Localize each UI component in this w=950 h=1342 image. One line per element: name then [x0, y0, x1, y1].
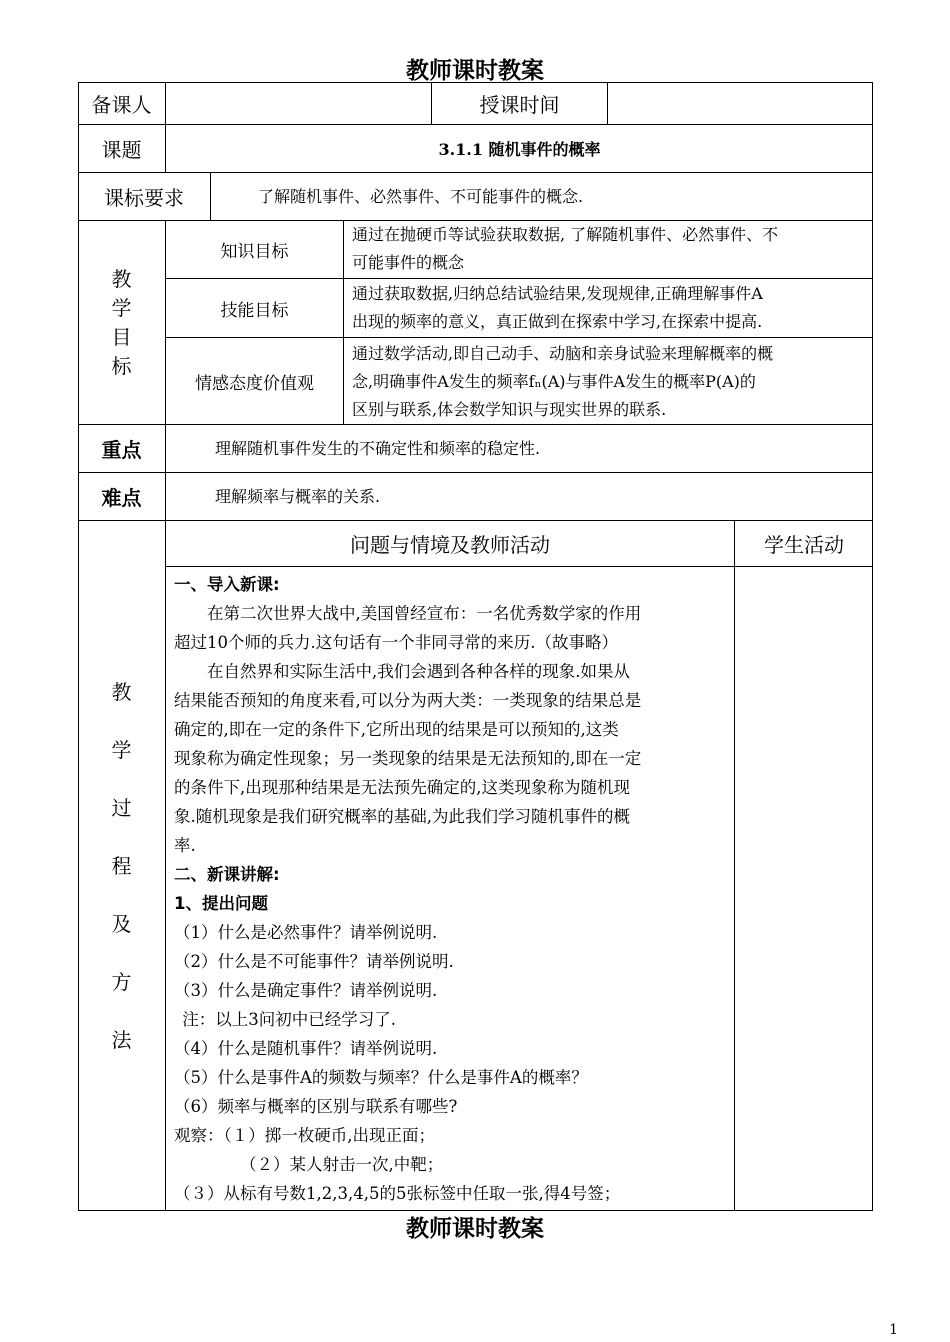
teacher-activity-header: 问题与情境及教师活动 [350, 532, 550, 557]
standard-label: 课标要求 [104, 186, 184, 210]
knowledge-goal-text: 通过在抛硬币等试验获取数据, 了解随机事件、必然事件、不 可能事件的概念 [352, 225, 779, 272]
process-line: （３）从标有号数1,2,3,4,5的5张标签中任取一张,得4号签； [174, 1184, 621, 1203]
process-line: 1、提出问题 [174, 894, 268, 913]
objectives-label: 教 学 目 标 [111, 266, 132, 378]
process-line: 现象称为确定性现象；另一类现象的结果是无法预知的,即在一定 [174, 749, 642, 768]
emotion-goal-text: 通过数学活动,即自己动手、动脑和亲身试验来理解概率的概 念,明确事件A发生的频率fₙ(A)与事件A发生的概率P(A)的 区别与联系,体会数学知识与现实世界的联系. [352, 343, 774, 419]
difficulty-value: 理解频率与概率的关系. [215, 486, 381, 506]
process-line: 超过10个师的兵力.这句话有一个非同寻常的来历.（故事略） [174, 633, 618, 652]
emotion-goal-label: 情感态度价值观 [195, 374, 314, 394]
time-label: 授课时间 [479, 93, 560, 117]
process-line: 在自然界和实际生活中,我们会遇到各种各样的现象.如果从 [207, 662, 630, 681]
preparer-value [166, 82, 431, 125]
preparer-label: 备课人 [91, 93, 152, 117]
process-line: 观察：（１）掷一枚硬币,出现正面； [174, 1126, 435, 1145]
topic-value: 3.1.1 随机事件的概率 [438, 140, 601, 159]
topic-label: 课题 [101, 138, 142, 162]
process-label: 教 学 过 程 及 方 法 [111, 679, 132, 1052]
next-page-title: 教师课时教案 [406, 1216, 544, 1242]
page-number: 1 [889, 1322, 898, 1338]
process-line: 结果能否预知的角度来看,可以分为两大类：一类现象的结果总是 [174, 691, 642, 710]
process-line: 的条件下,出现那种结果是无法预先确定的,这类现象称为随机现 [174, 778, 630, 797]
process-line: 象.随机现象是我们研究概率的基础,为此我们学习随机事件的概 [174, 807, 630, 826]
process-line: 注：以上3问初中已经学习了. [182, 1010, 396, 1029]
process-line: （1）什么是必然事件？请举例说明. [174, 923, 438, 942]
process-line: 确定的,即在一定的条件下,它所出现的结果是可以预知的,这类 [174, 720, 619, 739]
process-line: （6）频率与概率的区别与联系有哪些? [174, 1097, 458, 1116]
process-line: （4）什么是随机事件？请举例说明. [174, 1039, 438, 1058]
process-line: （5）什么是事件A的频数与频率？什么是事件A的概率？ [174, 1068, 588, 1087]
process-line: 率. [174, 836, 196, 855]
process-line: （3）什么是确定事件？请举例说明. [174, 981, 438, 1000]
knowledge-goal-label: 知识目标 [220, 241, 289, 262]
process-line: （2）什么是不可能事件？请举例说明. [174, 952, 454, 971]
skill-goal-label: 技能目标 [220, 300, 289, 321]
difficulty-label: 难点 [101, 486, 142, 510]
teacher-activity-content [174, 570, 730, 1208]
student-activity-header: 学生活动 [764, 532, 844, 557]
document-title: 教师课时教案 [406, 58, 544, 84]
skill-goal-text: 通过获取数据,归纳总结试验结果,发现规律,正确理解事件A 出现的频率的意义，真正做到在探索中学习,在探索中提高. [352, 284, 763, 331]
key-point-value: 理解随机事件发生的不确定性和频率的稳定性. [215, 438, 541, 458]
process-line: 一、导入新课: [174, 575, 280, 594]
process-line: 在第二次世界大战中,美国曾经宣布：一名优秀数学家的作用 [207, 604, 642, 623]
process-line: 二、新课讲解: [174, 865, 280, 884]
time-value [608, 82, 873, 125]
key-point-label: 重点 [101, 438, 142, 462]
standard-value: 了解随机事件、必然事件、不可能事件的概念. [258, 186, 584, 206]
process-line: （２）某人射击一次,中靶； [240, 1155, 444, 1174]
